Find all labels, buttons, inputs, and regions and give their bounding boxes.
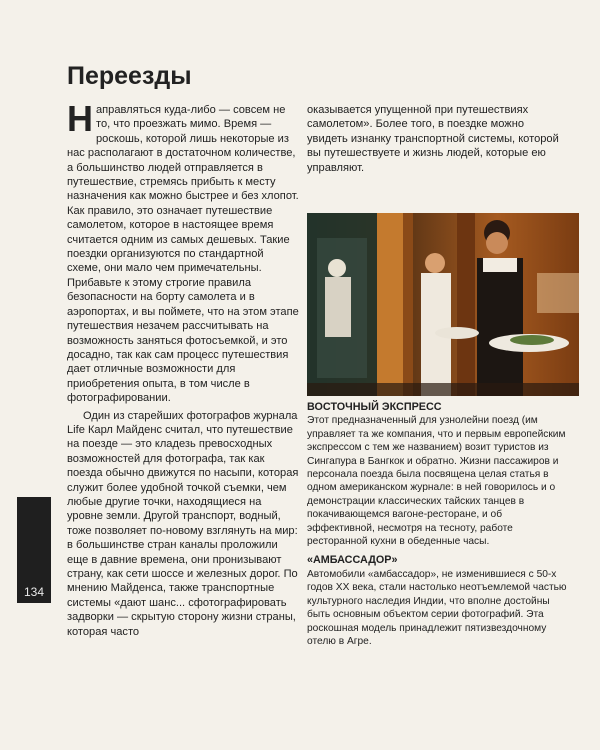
caption-text-orient-express: Этот предназначенный для узнолейни поезд (им управляет та же компания, что и первым европейским экспрессом с тем же названием) возит туристов из Сингапура в Бангкок и обратно. Жизни пассажиров и персонала поезда была посвящена целая статья в одном американском журнале: в ней говорилось и о демонстрации классических тайских танцев в покачивающемся вагоне-ресторане, и об эффективной, несмотря на тесноту, работе ресторанной кухни в обеденные часы. bbox=[307, 415, 566, 548]
page-number-tab bbox=[17, 497, 51, 603]
page-title: Переезды bbox=[67, 62, 192, 90]
photo-captions bbox=[307, 401, 569, 648]
paragraph-2: Один из старейших фотографов журнала Life Карл Майденс считал, что путешествие на поезде — это кладезь превосходных возможностей для фотографа, так как поезда обычно движутся по насыпи, которая служит более удобной точкой съемки, чем любые другие точки, находящиеся на уровне земли. Другой транспорт, водный, тоже позволяет по-новому взглянуть на мир: в большинстве стран каналы проложили еще в давние времена, они пронизывают страну, как сети шоссе и железных дорог. По мнению Майденса, также транспортные системы «дают шанс... сфотографировать задворки — скрытую сторону жизни страны, которая часто bbox=[67, 409, 299, 638]
caption-heading-ambassador: «АМБАССАДОР» bbox=[307, 554, 398, 567]
photo-illustration bbox=[307, 213, 579, 396]
paragraph-1 bbox=[67, 98, 299, 406]
caption-heading-orient-express: ВОСТОЧНЫЙ ЭКСПРЕСС bbox=[307, 401, 442, 413]
main-text-column-left bbox=[67, 98, 299, 639]
caption-text-ambassador: Автомобили «амбассадор», не изменившиеся с 50-х годов XX века, стали настолько неотъемлемой частью культурного наследия Индии, что вполне достойны быть основным объектом серии фотографий. Эта роскошная модель принадлежит пятизвездочному отелю в Агре. bbox=[307, 568, 567, 647]
paragraph-1-text: аправляться куда-либо — совсем не то, что проезжать мимо. Время — роскошь, которой лишь некоторые из нас располагают в достаточном количестве, а большинство людей отправляется в путешествие, стремясь прибыть к месту назначения как можно быстрее и без хлопот. Как правило, это означает путешествие самолетом, которое в настоящее время считается одним из самых дешевых. Такие поездки организуются по стандартной схеме, они мало чем примечательны. Прибавьте к этому строгие правила безопасности на борту самолета и в аэропортах, и вы поймете, что на этом этапе путешествия незачем рассчитывать на возможность заняться фотосъемкой, и это досадно, так как сам процесс путешествия дает отличные возможности для приобретения опыта, в том числе в фотографировании. bbox=[67, 104, 299, 405]
page-number: 134 bbox=[23, 585, 45, 599]
train-dining-car-photo bbox=[307, 213, 579, 396]
main-text-column-right bbox=[307, 103, 562, 175]
drop-cap: Н bbox=[67, 98, 93, 139]
paragraph-2-continued: оказывается упущенной при путешествиях самолетом». Более того, в поездке можно увидеть изнанку транспортной системы, которой вы путешествуете и жизнь людей, которые ею управляют. bbox=[307, 104, 559, 174]
